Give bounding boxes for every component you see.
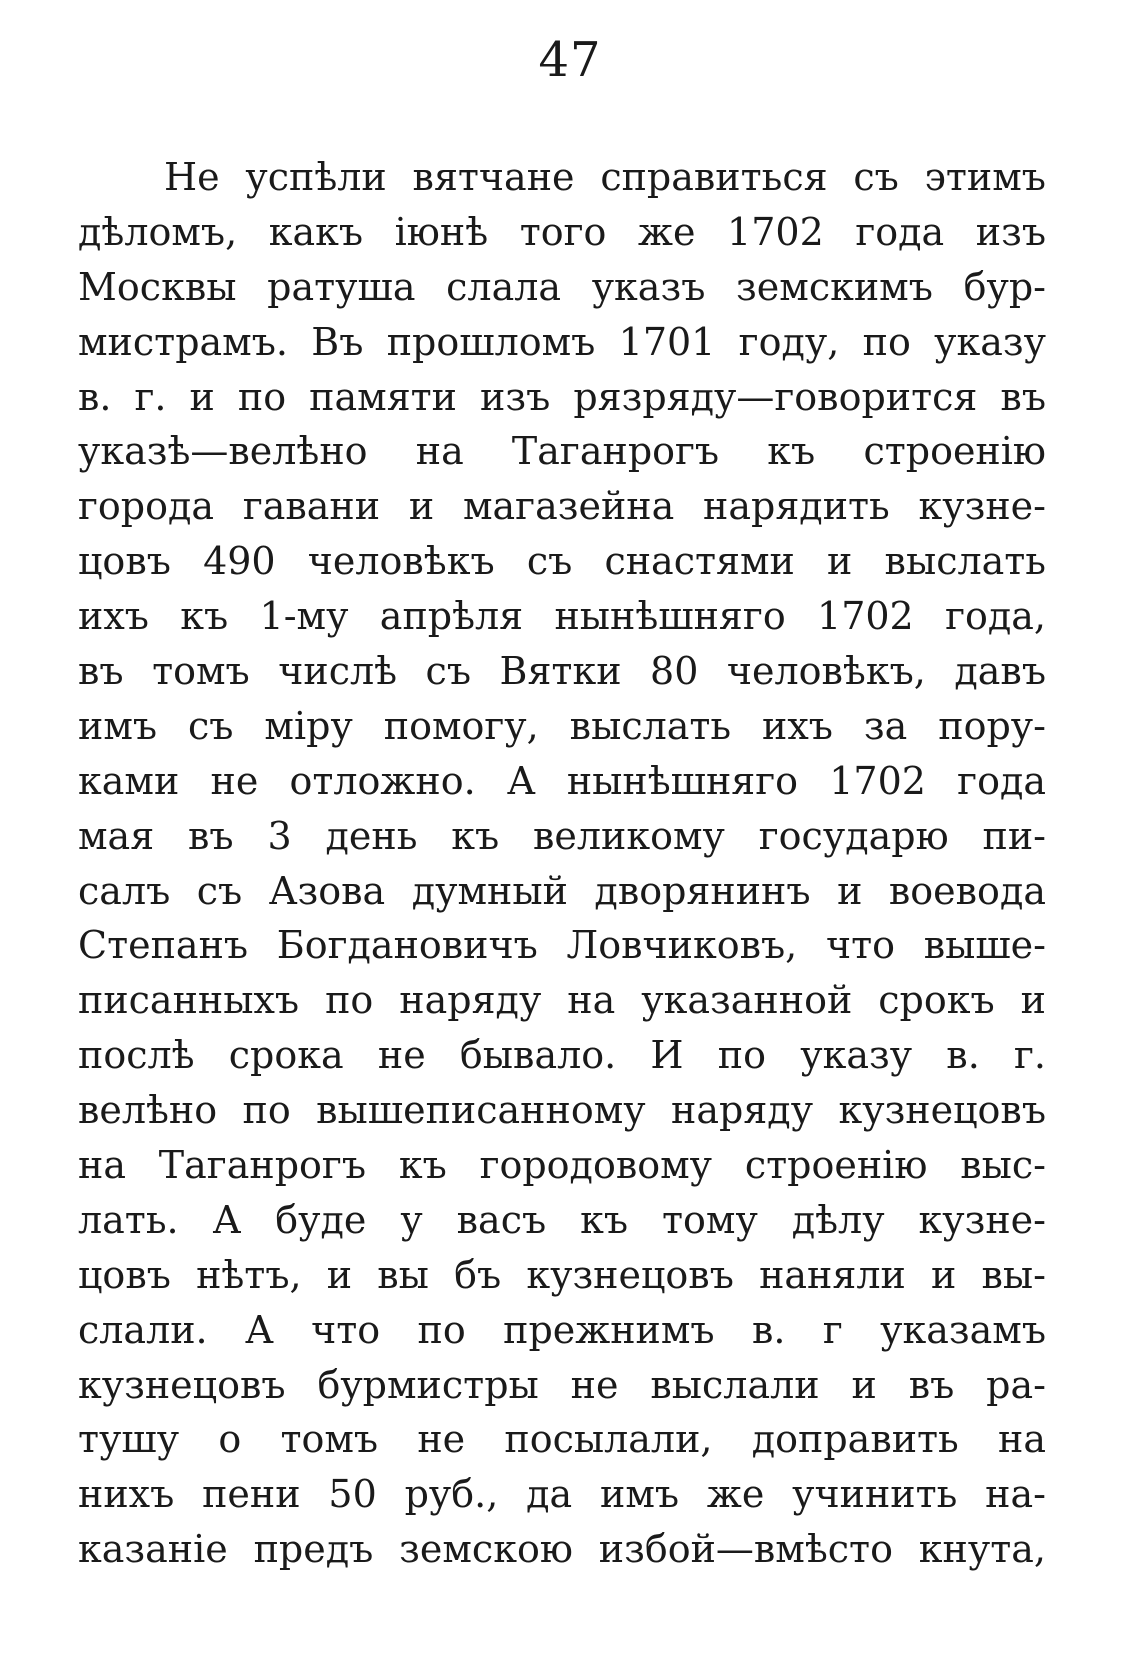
- text-line: писанныхъ по наряду на указанной срокъ и: [78, 978, 1046, 1023]
- text-line: мая въ 3 день къ великому государю пи-: [78, 813, 1046, 858]
- page-number: 47: [538, 32, 602, 88]
- text-line: лать. А буде у васъ къ тому дѣлу кузне-: [78, 1197, 1046, 1242]
- text-line: салъ съ Азова думный дворянинъ и воевода: [78, 868, 1046, 913]
- text-line: указѣ—велѣно на Таганрогъ къ строенію: [78, 429, 1046, 474]
- text-line: дѣломъ, какъ іюнѣ того же 1702 года изъ: [78, 209, 1046, 254]
- text-line: мистрамъ. Въ прошломъ 1701 году, по указу: [78, 319, 1046, 364]
- text-line: тушу о томъ не посылали, доправить на: [78, 1417, 1046, 1462]
- text-line: на Таганрогъ къ городовому строенію выс-: [78, 1143, 1046, 1188]
- text-line: казаніе предъ земскою избой—вмѣсто кнута,: [78, 1527, 1046, 1572]
- body-text: [78, 150, 1046, 1577]
- text-line: послѣ срока не бывало. И по указу в. г.: [78, 1033, 1046, 1078]
- text-line: цовъ нѣтъ, и вы бъ кузнецовъ наняли и вы-: [78, 1252, 1046, 1297]
- text-line: города гавани и магазейна нарядить кузне-: [78, 484, 1046, 529]
- text-line: Не успѣли вятчане справиться съ этимъ: [164, 155, 1046, 199]
- text-line: ками не отложно. А нынѣшняго 1702 года: [78, 758, 1046, 803]
- text-line: в. г. и по памяти изъ рязряду—говорится въ: [78, 374, 1046, 419]
- text-line: имъ съ міру помогу, выслать ихъ за пору-: [78, 703, 1046, 748]
- text-line: ихъ къ 1-му апрѣля нынѣшняго 1702 года,: [78, 594, 1046, 639]
- text-line: Москвы ратуша слала указъ земскимъ бур-: [78, 264, 1046, 309]
- text-line: велѣно по вышеписанному наряду кузнецовъ: [78, 1088, 1046, 1133]
- text-line: въ томъ числѣ съ Вятки 80 человѣкъ, давъ: [78, 649, 1046, 694]
- text-line: цовъ 490 человѣкъ съ снастями и выслать: [78, 539, 1046, 584]
- text-line: Степанъ Богдановичъ Ловчиковъ, что выше-: [78, 923, 1046, 968]
- text-line: кузнецовъ бурмистры не выслали и въ ра-: [78, 1362, 1046, 1407]
- text-line: нихъ пени 50 руб., да имъ же учинить на-: [78, 1472, 1046, 1517]
- text-line: слали. А что по прежнимъ в. г указамъ: [78, 1307, 1046, 1352]
